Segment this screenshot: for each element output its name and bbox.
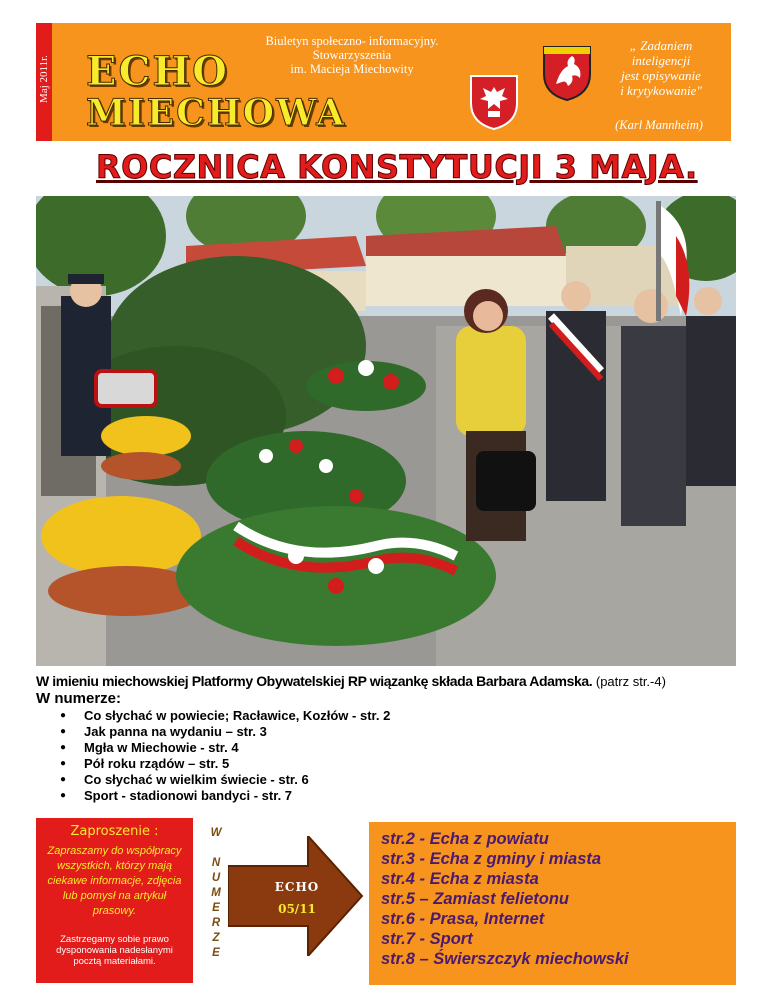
masthead-title-line2: MIECHOWA <box>86 92 347 134</box>
vertical-letter: N <box>211 857 221 869</box>
quote-line: i krytykowanie" <box>620 83 702 98</box>
quote-line: „ Zadaniem <box>629 38 693 53</box>
coat-of-arms-griffin-icon <box>541 44 593 102</box>
masthead-quote <box>600 38 722 98</box>
contents-item: str.5 – Zamiast felietonu <box>381 890 569 908</box>
in-issue-list <box>60 708 390 804</box>
quote-line: inteligencji <box>631 53 691 68</box>
contents-item: str.2 - Echa z powiatu <box>381 830 549 848</box>
contents-item: str.7 - Sport <box>381 930 473 948</box>
contents-item: str.8 – Świerszczyk miechowski <box>381 950 629 968</box>
vertical-word <box>208 826 224 961</box>
list-item: ● Co słychać w powiecie; Racławice, Kozłów - str. 2 <box>60 708 390 724</box>
invitation-box <box>36 818 193 983</box>
issue-date-strip <box>36 23 52 141</box>
caption-page-ref: (patrz str.-4) <box>595 674 666 689</box>
invitation-text: Zapraszamy do współpracy wszystkich, którzy mają ciekawe informacje, zdjęcia lub pomysł na artykuł prasowy. <box>47 845 182 917</box>
vertical-letter: R <box>211 917 221 929</box>
contents-item: str.3 - Echa z gminy i miasta <box>381 850 602 868</box>
vertical-letter: E <box>212 902 220 914</box>
bulletin-line: Biuletyn społeczno- informacyjny. <box>265 34 439 48</box>
vertical-letter: E <box>212 947 220 959</box>
vertical-letter: M <box>211 887 221 899</box>
masthead-title-line1: ECHO <box>86 48 229 95</box>
bulletin-line: Stowarzyszenia <box>312 48 392 62</box>
caption-text: W imieniu miechowskiej Platformy Obywatelskiej RP wiązankę składa Barbara Adamska. <box>36 673 593 689</box>
quote-author: (Karl Mannheim) <box>615 118 703 132</box>
contents-item: str.6 - Prasa, Internet <box>381 910 545 928</box>
coat-of-arms-eagle-icon <box>468 73 520 131</box>
list-item: ● Sport - stadionowi bandyci - str. 7 <box>60 788 390 804</box>
quote-line: jest opisywanie <box>621 68 701 83</box>
arrow-label-issue: 05/11 <box>278 902 316 916</box>
arrow-label-title: ECHO <box>274 880 320 894</box>
vertical-letter <box>208 841 224 856</box>
bulletin-description <box>236 34 468 76</box>
list-item: ● Co słychać w wielkim świecie - str. 6 <box>60 772 390 788</box>
vertical-letter: U <box>211 872 221 884</box>
list-item: ● Pół roku rządów – str. 5 <box>60 756 390 772</box>
photo-caption <box>36 673 756 689</box>
vertical-letter: W <box>210 827 222 839</box>
contents-box <box>369 822 736 985</box>
page-title: ROCZNICA KONSTYTUCJI 3 MAJA. <box>96 148 698 186</box>
list-item: ● Jak panna na wydaniu – str. 3 <box>60 724 390 740</box>
bulletin-line: im. Macieja Miechowity <box>290 62 414 76</box>
invitation-title: Zaproszenie : <box>70 824 159 839</box>
arrow-right-icon <box>228 836 364 956</box>
invitation-note: Zastrzegamy sobie prawo dysponowania nadesłanymi pocztą materiałami. <box>56 934 173 967</box>
main-photo <box>36 196 736 666</box>
issue-date: Maj 2011r. <box>38 55 50 103</box>
list-item: ● Mgła w Miechowie - str. 4 <box>60 740 390 756</box>
in-issue-heading: W numerze: <box>36 690 122 707</box>
vertical-letter: Z <box>212 932 220 944</box>
contents-item: str.4 - Echa z miasta <box>381 870 539 888</box>
